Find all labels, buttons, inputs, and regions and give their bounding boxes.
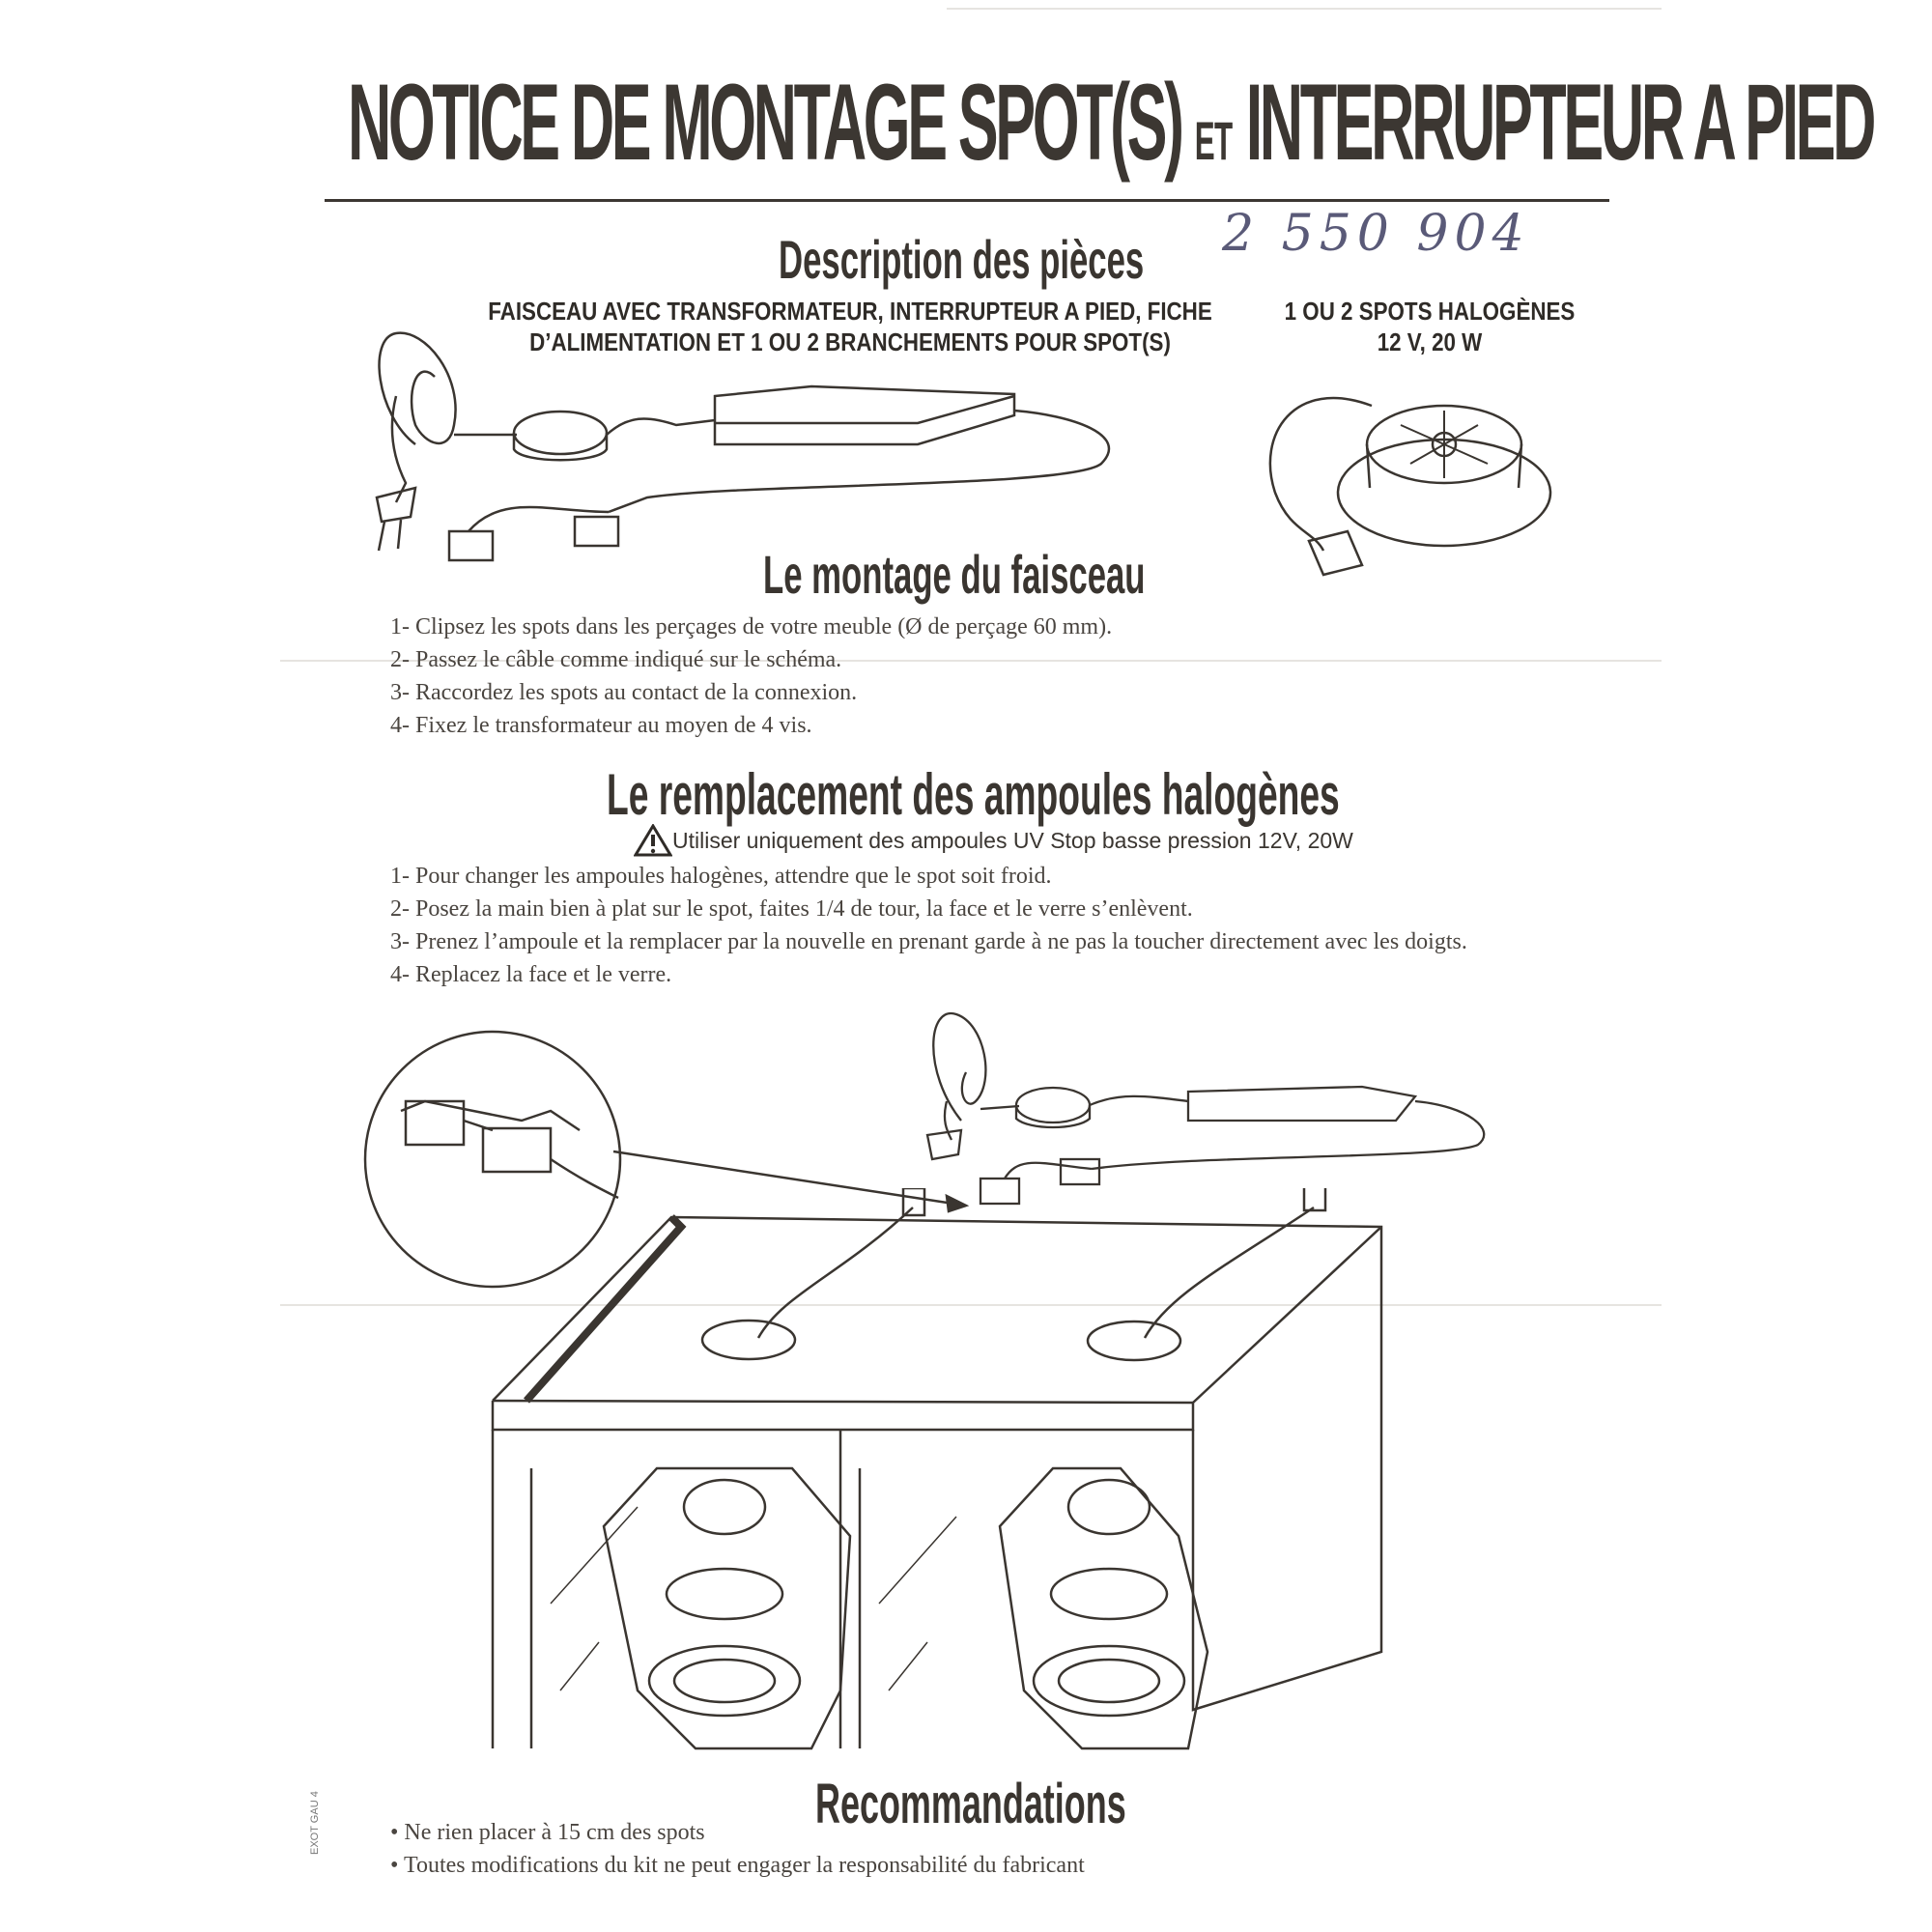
spot-grille-icon — [1401, 411, 1488, 478]
title-conj: ET — [1194, 110, 1233, 171]
spot-cable-1 — [758, 1208, 913, 1338]
list-item: 2- Passez le câble comme indiqué sur le schéma. — [390, 647, 842, 672]
page-title — [348, 60, 1874, 185]
harness-caption-line1: FAISCEAU AVEC TRANSFORMATEUR, INTERRUPTEUR A PIED, FICHE — [488, 297, 1212, 326]
transformer-icon — [715, 386, 1014, 444]
list-item: 3- Prenez l’ampoule et la remplacer par la nouvelle en prenant garde à ne pas la toucher directement avec les doigts. — [390, 929, 1467, 954]
recommendations-list — [390, 1816, 1085, 1882]
face-ring-2-icon — [1034, 1646, 1184, 1716]
output-cable — [1092, 1101, 1484, 1169]
foot-switch-icon — [1016, 1088, 1090, 1122]
side-reference: EXOT GAU 4 — [309, 1791, 321, 1855]
mounting-heading: Le montage du faisceau — [763, 544, 1146, 605]
cabinet-top-outline — [493, 1217, 1381, 1410]
detail-connector-right-icon — [483, 1128, 551, 1172]
spot-connector-2-icon — [575, 517, 618, 546]
glass-2-icon — [1051, 1569, 1167, 1619]
warning-icon — [634, 824, 672, 857]
face-ring-1-inner — [674, 1660, 775, 1702]
replacement-heading: Le remplacement des ampoules halogènes — [607, 762, 1340, 827]
cabinet-illustration — [464, 1188, 1410, 1768]
harness-illustration-2 — [908, 995, 1507, 1217]
cabinet-body — [493, 1410, 1381, 1748]
drill-hole-1 — [702, 1321, 795, 1359]
switch-cable — [980, 1106, 1019, 1109]
plug-icon — [377, 488, 415, 522]
spot-cable-2 — [1145, 1208, 1314, 1338]
recommendations-heading: Recommandations — [815, 1773, 1126, 1835]
handwritten-reference: 2 550 904 — [1222, 205, 1530, 263]
list-item: • Toutes modifications du kit ne peut engager la responsabilité du fabricant — [390, 1853, 1085, 1878]
plug-pins — [379, 520, 401, 551]
spot-2-icon — [1068, 1480, 1150, 1534]
warning-line — [634, 823, 1353, 858]
cable-coil — [933, 1013, 985, 1121]
output-cable — [609, 411, 1109, 512]
branch-cable — [1005, 1163, 1092, 1179]
spot-1-icon — [684, 1480, 765, 1534]
parts-heading: Description des pièces — [779, 229, 1145, 290]
cabinet-top-front — [493, 1401, 1193, 1403]
list-item: 2- Posez la main bien à plat sur le spot, faites 1/4 de tour, la face et le verre s’enlèvent. — [390, 896, 1193, 922]
foot-switch-icon — [514, 412, 607, 454]
spots-caption-line2: 12 V, 20 W — [1377, 327, 1483, 356]
detail-wires — [464, 1121, 618, 1198]
cabinet-back-rail — [526, 1217, 681, 1401]
branch-cable — [469, 507, 609, 531]
spot-connector-1-icon — [449, 531, 493, 560]
mounting-steps — [390, 611, 1112, 742]
spot-plug-icon — [1309, 531, 1362, 575]
replacement-steps — [390, 860, 1467, 991]
list-item: 4- Fixez le transformateur au moyen de 4 vis. — [390, 713, 812, 738]
transformer-cable — [607, 418, 715, 435]
title-rule — [325, 199, 1609, 202]
list-item: 4- Replacez la face et le verre. — [390, 962, 672, 987]
transformer-cable — [1090, 1096, 1188, 1105]
transformer-icon — [1188, 1087, 1415, 1121]
cabinet-inner-frame — [531, 1468, 860, 1748]
title-main: NOTICE DE MONTAGE SPOT(S) — [348, 62, 1181, 183]
cable-coil — [380, 333, 456, 444]
glass-1-icon — [667, 1569, 782, 1619]
drill-hole-2 — [1088, 1321, 1180, 1360]
list-item: • Ne rien placer à 15 cm des spots — [390, 1820, 705, 1845]
plug-cable — [392, 396, 406, 502]
spot-illustration — [1256, 357, 1565, 589]
detail-cable — [401, 1101, 580, 1130]
list-item: 1- Clipsez les spots dans les perçages de votre meuble (Ø de perçage 60 mm). — [390, 614, 1113, 639]
connector-2-icon — [1304, 1188, 1325, 1210]
spot-zoom-panel-1 — [604, 1468, 850, 1748]
plug-icon — [927, 1130, 961, 1159]
transformer-edge — [715, 396, 1014, 423]
warning-text: Utiliser uniquement des ampoules UV Stop basse pression 12V, 20W — [672, 827, 1353, 853]
cabinet-top-edge — [493, 1227, 1381, 1430]
connector-1-icon — [903, 1188, 924, 1215]
spot-zoom-panel-2 — [1000, 1468, 1208, 1748]
foot-switch-base — [514, 433, 607, 460]
spots-caption — [1264, 296, 1596, 357]
face-ring-1-icon — [649, 1646, 800, 1716]
title-rest: INTERRUPTEUR A PIED — [1245, 62, 1874, 183]
face-ring-2-inner — [1059, 1660, 1159, 1702]
spot-connector-2-icon — [1061, 1159, 1099, 1184]
foot-switch-base — [1016, 1105, 1090, 1127]
spots-caption-line1: 1 OU 2 SPOTS HALOGÈNES — [1284, 297, 1576, 326]
fold-line — [947, 8, 1662, 10]
spot-cable — [1270, 398, 1372, 551]
harness-caption-line2: D’ALIMENTATION ET 1 OU 2 BRANCHEMENTS POUR SPOT(S) — [529, 327, 1171, 356]
list-item: 1- Pour changer les ampoules halogènes, attendre que le spot soit froid. — [390, 864, 1052, 889]
list-item: 3- Raccordez les spots au contact de la connexion. — [390, 680, 858, 705]
